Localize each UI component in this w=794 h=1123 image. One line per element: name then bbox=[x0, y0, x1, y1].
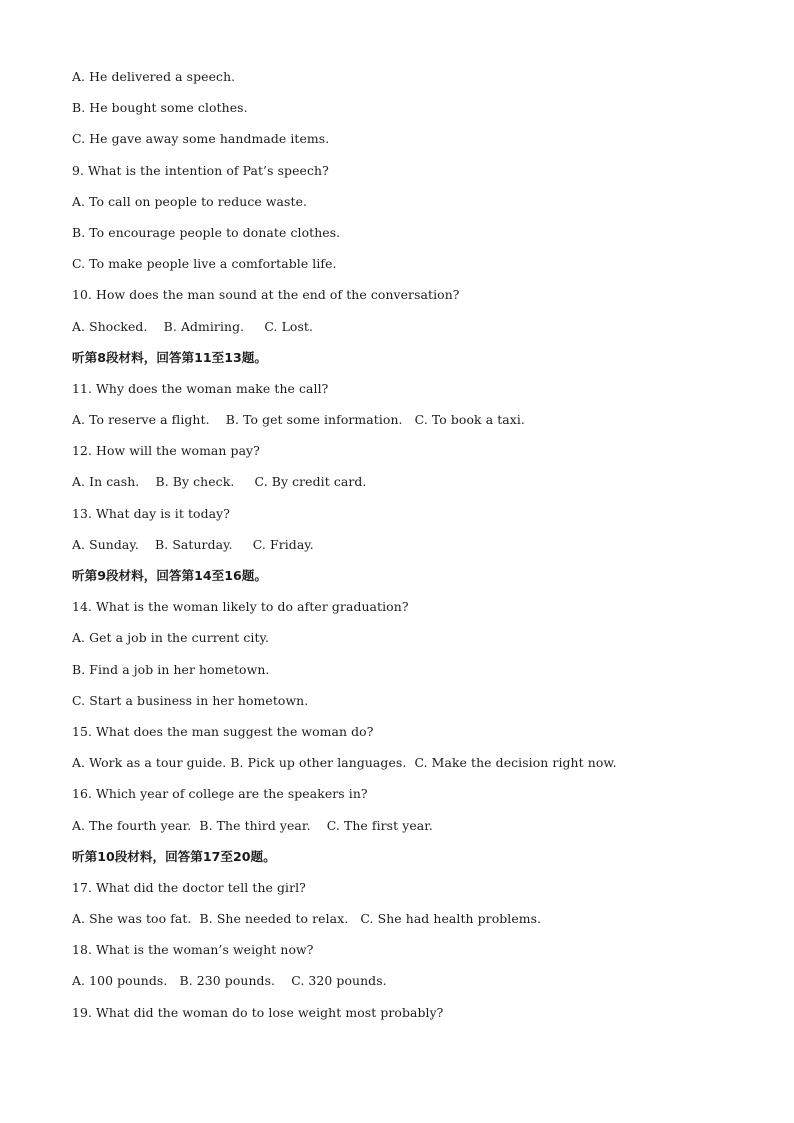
option-14c: C. Start a business in her hometown. bbox=[72, 692, 309, 708]
question-14: 14. What is the woman likely to do after graduation? bbox=[72, 599, 409, 615]
option-14b: B. Find a job in her hometown. bbox=[72, 661, 270, 677]
question-16: 16. Which year of college are the speakers in? bbox=[72, 786, 368, 802]
options-16: A. The fourth year. B. The third year. C. The first year. bbox=[72, 817, 433, 833]
question-9: 9. What is the intention of Pat’s speech? bbox=[72, 162, 329, 178]
question-18: 18. What is the woman’s weight now? bbox=[72, 942, 314, 958]
question-19: 19. What did the woman do to lose weight most probably? bbox=[72, 1004, 444, 1020]
question-15: 15. What does the man suggest the woman do? bbox=[72, 723, 374, 739]
option-9c: C. To make people live a comfortable life. bbox=[72, 256, 337, 272]
section-heading-8: 听第8段材料，回答第11至13题。 bbox=[72, 349, 267, 365]
options-18: A. 100 pounds. B. 230 pounds. C. 320 pounds. bbox=[72, 973, 387, 989]
question-10: 10. How does the man sound at the end of the conversation? bbox=[72, 287, 460, 303]
question-12: 12. How will the woman pay? bbox=[72, 443, 260, 459]
options-17: A. She was too fat. B. She needed to relax. C. She had health problems. bbox=[72, 911, 542, 927]
section-heading-10: 听第10段材料，回答第17至20题。 bbox=[72, 848, 276, 864]
question-13: 13. What day is it today? bbox=[72, 505, 230, 521]
section-heading-9: 听第9段材料，回答第14至16题。 bbox=[72, 568, 267, 583]
exam-page bbox=[72, 68, 762, 1035]
option-8c: C. He gave away some handmade items. bbox=[72, 131, 330, 147]
question-11: 11. Why does the woman make the call? bbox=[72, 380, 329, 396]
options-15: A. Work as a tour guide. B. Pick up other languages. C. Make the decision right now. bbox=[72, 755, 617, 771]
option-9a: A. To call on people to reduce waste. bbox=[72, 193, 308, 209]
option-14a: A. Get a job in the current city. bbox=[72, 630, 270, 646]
options-10: A. Shocked. B. Admiring. C. Lost. bbox=[72, 318, 314, 334]
option-8b: B. He bought some clothes. bbox=[72, 100, 248, 116]
question-17: 17. What did the doctor tell the girl? bbox=[72, 879, 306, 895]
options-12: A. In cash. B. By check. C. By credit card. bbox=[72, 474, 367, 490]
option-9b: B. To encourage people to donate clothes. bbox=[72, 224, 341, 240]
options-11: A. To reserve a flight. B. To get some information. C. To book a taxi. bbox=[72, 412, 525, 428]
options-13: A. Sunday. B. Saturday. C. Friday. bbox=[72, 536, 314, 552]
option-8a: A. He delivered a speech. bbox=[72, 69, 236, 84]
